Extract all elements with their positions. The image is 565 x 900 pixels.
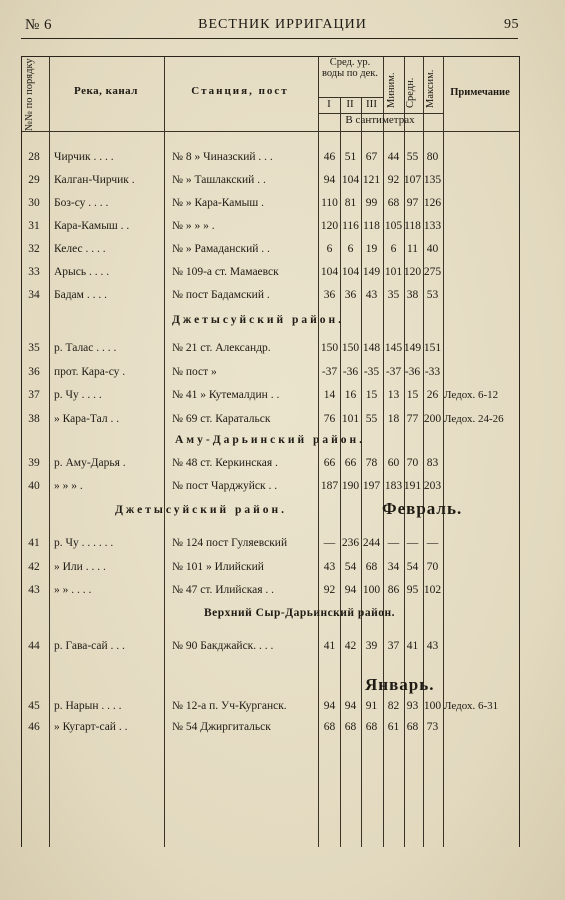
level-value: 94 (323, 700, 336, 712)
row-number: 28 (28, 151, 40, 163)
row-number: 45 (28, 700, 40, 712)
level-value: -33 (424, 365, 441, 378)
row-number: 29 (28, 174, 40, 186)
level-value: — (406, 537, 419, 549)
journal-title: ВЕСТНИК ИРРИГАЦИИ (198, 17, 367, 32)
level-value: 97 (406, 197, 419, 209)
level-value: 94 (323, 174, 336, 186)
row-number: 46 (28, 721, 40, 733)
river-name: Бадам . . . . (54, 289, 107, 301)
river-name: р. Талас . . . . (54, 342, 117, 354)
level-value: -36 (404, 365, 421, 378)
row-number: 43 (28, 584, 40, 596)
level-value: 104 (341, 266, 360, 278)
level-value: — (387, 537, 400, 549)
level-value: 197 (362, 480, 381, 492)
level-value: 55 (365, 412, 378, 425)
level-value: 91 (365, 700, 378, 712)
level-value: 54 (406, 560, 419, 573)
level-value: 43 (323, 560, 336, 573)
river-name: Арысь . . . . (54, 266, 110, 278)
river-name: » Кара-Тал . . (54, 412, 120, 425)
river-name: р. Чу . . . . (54, 389, 102, 401)
station-name: № 48 ст. Керкинская . (172, 457, 278, 469)
col-header-mid: Средн. (405, 77, 416, 108)
row-number: 35 (28, 342, 40, 354)
row-number: 36 (28, 365, 40, 378)
level-value: 150 (341, 342, 360, 354)
level-value: 34 (387, 560, 400, 573)
level-value: 68 (344, 721, 357, 733)
level-value: — (426, 537, 439, 549)
station-name: № 54 Джиргитальск (172, 721, 271, 733)
section-heading: Джетысуйский район. (172, 314, 345, 326)
level-value: 101 (341, 412, 360, 425)
header-rule (21, 38, 518, 39)
level-value: -37 (321, 365, 338, 378)
level-value: 150 (320, 342, 339, 354)
level-value: 190 (341, 480, 360, 492)
level-value: 83 (426, 457, 439, 469)
level-value: 105 (384, 220, 403, 232)
level-value: 39 (365, 640, 378, 652)
level-value: 41 (323, 640, 336, 652)
level-value: 151 (423, 342, 442, 354)
col-divider (443, 57, 444, 847)
level-value: 6 (390, 243, 397, 255)
level-value: 104 (341, 174, 360, 186)
river-name: Келес . . . . (54, 243, 106, 255)
level-value: 95 (406, 584, 419, 596)
level-value: 200 (423, 412, 442, 425)
note-text: Ледох. 6-12 (444, 389, 499, 401)
level-value: 68 (323, 721, 336, 733)
level-value: 76 (323, 412, 336, 425)
river-name: р. Нарын . . . . (54, 700, 122, 712)
level-value: 73 (426, 721, 439, 733)
level-value: 36 (323, 289, 336, 301)
level-value: 66 (344, 457, 357, 469)
section-heading: Аму-Дарьинский район. (175, 434, 365, 446)
row-number: 31 (28, 220, 40, 232)
level-value: 118 (404, 220, 421, 232)
level-value: 36 (344, 289, 357, 301)
col-header-dec2: II (346, 98, 354, 110)
level-value: 67 (365, 151, 378, 163)
station-name: № пост Бадамский . (172, 289, 270, 301)
level-value: 92 (387, 174, 400, 186)
river-name: р. Чу . . . . . . (54, 537, 114, 549)
col-header-river: Река, канал (74, 85, 138, 97)
station-name: № » » » . (172, 220, 215, 232)
level-value: 13 (387, 389, 400, 401)
station-name: № пост Чарджуйск . . (172, 480, 278, 492)
level-value: 120 (320, 220, 339, 232)
row-number: 40 (28, 480, 40, 492)
level-value: 15 (406, 389, 419, 401)
level-value: 61 (387, 721, 400, 733)
level-value: 80 (426, 151, 439, 163)
col-divider (164, 57, 165, 847)
station-name: № 41 » Кутемалдин . . (172, 389, 280, 401)
col-header-max: Максим. (425, 69, 436, 108)
level-value: 42 (344, 640, 357, 652)
level-value: 107 (403, 174, 422, 186)
level-value: 187 (320, 480, 339, 492)
level-value: 121 (362, 174, 381, 186)
level-value: 149 (362, 266, 381, 278)
level-value: 19 (365, 243, 378, 255)
river-name: р. Аму-Дарья . (54, 457, 126, 469)
row-number: 44 (28, 640, 40, 652)
level-value: 94 (344, 700, 357, 712)
col-header-avg: Сред. ур. воды по дек. (321, 57, 379, 79)
col-header-station: Станция, пост (191, 85, 289, 97)
level-value: 92 (323, 584, 336, 596)
river-name: прот. Кара-су . (54, 365, 126, 378)
level-value: 183 (384, 480, 403, 492)
level-value: 41 (406, 640, 419, 652)
level-value: 101 (384, 266, 403, 278)
level-value: 43 (426, 640, 439, 652)
level-value: 102 (423, 584, 442, 596)
level-value: 116 (342, 220, 359, 232)
level-value: 6 (347, 243, 354, 255)
level-value: 133 (423, 220, 442, 232)
river-name: Кара-Камыш . . (54, 220, 130, 232)
level-value: 68 (387, 197, 400, 209)
col-divider (49, 57, 50, 847)
row-number: 34 (28, 289, 40, 301)
station-name: № 124 пост Гуляевский (172, 537, 288, 549)
row-number: 33 (28, 266, 40, 278)
station-name: № 101 » Илийский (172, 560, 264, 573)
level-value: 135 (423, 174, 442, 186)
station-name: № » Рамаданский . . (172, 243, 270, 255)
level-value: 244 (362, 537, 381, 549)
level-value: 104 (320, 266, 339, 278)
level-value: -36 (342, 365, 359, 378)
level-value: 35 (387, 289, 400, 301)
level-value: 66 (323, 457, 336, 469)
level-value: 120 (403, 266, 422, 278)
station-name: № 12-а п. Уч-Курганск. (172, 700, 287, 712)
level-value: 77 (406, 412, 419, 425)
level-value: 100 (362, 584, 381, 596)
level-value: 110 (321, 197, 338, 209)
row-number: 32 (28, 243, 40, 255)
page-number: 95 (504, 17, 519, 32)
level-value: 93 (406, 700, 419, 712)
issue-number: № 6 (25, 17, 53, 33)
level-value: 70 (426, 560, 439, 573)
level-value: 148 (362, 342, 381, 354)
level-value: 99 (365, 197, 378, 209)
level-value: 86 (387, 584, 400, 596)
level-value: — (323, 537, 336, 549)
level-value: 118 (363, 220, 380, 232)
level-value: 43 (365, 289, 378, 301)
level-value: 82 (387, 700, 400, 712)
level-value: 145 (384, 342, 403, 354)
row-number: 42 (28, 560, 40, 573)
level-value: 6 (326, 243, 333, 255)
level-value: 68 (365, 721, 378, 733)
level-value: -37 (385, 365, 402, 378)
river-name: р. Гава-сай . . . (54, 640, 125, 652)
level-value: 203 (423, 480, 442, 492)
col-header-note: Примечание (450, 87, 510, 98)
col-header-min: Миним. (386, 72, 397, 108)
note-text: Ледох. 24-26 (444, 412, 504, 425)
level-value: 51 (344, 151, 357, 163)
row-number: 41 (28, 537, 40, 549)
level-value: 81 (344, 197, 357, 209)
station-name: № 8 » Чиназский . . . (172, 151, 273, 163)
month-heading: Январь. (365, 675, 435, 694)
row-number: 38 (28, 412, 40, 425)
level-value: 14 (323, 389, 336, 401)
month-heading: Февраль. (382, 499, 463, 518)
station-name: № » Ташлакский . . (172, 174, 266, 186)
station-name: № 90 Бакджайск. . . . (172, 640, 274, 652)
level-value: 68 (406, 721, 419, 733)
level-value: 54 (344, 560, 357, 573)
level-value: 37 (387, 640, 400, 652)
level-value: -35 (363, 365, 380, 378)
station-name: № 47 ст. Илийская . . (172, 584, 275, 596)
station-name: № 109-а ст. Мамаевск (172, 266, 279, 278)
level-value: 38 (406, 289, 419, 301)
header-bottom-rule (22, 131, 519, 132)
level-value: 236 (341, 537, 360, 549)
station-name: № 69 ст. Каратальск (172, 412, 271, 425)
row-number: 37 (28, 389, 40, 401)
level-value: 70 (406, 457, 419, 469)
level-value: 60 (387, 457, 400, 469)
station-name: № » Кара-Камыш . (172, 197, 265, 209)
station-name: № пост » (172, 365, 217, 378)
level-value: 126 (423, 197, 442, 209)
station-name: № 21 ст. Александр. (172, 342, 271, 354)
river-name: Чирчик . . . . (54, 151, 114, 163)
level-value: 68 (365, 560, 378, 573)
col-header-dec1: I (327, 98, 331, 110)
section-heading: Верхний Сыр-Дарьинский район. (204, 607, 395, 619)
level-value: 191 (403, 480, 422, 492)
river-name: » » » . (54, 480, 83, 492)
col-header-no: №№ по порядку (24, 58, 35, 131)
level-value: 40 (426, 243, 439, 255)
level-value: 15 (365, 389, 378, 401)
row-number: 39 (28, 457, 40, 469)
level-value: 78 (365, 457, 378, 469)
col-header-dec3: III (366, 98, 377, 110)
row-number: 30 (28, 197, 40, 209)
units-label: В сантиметрах (345, 114, 415, 126)
river-name: Боз-су . . . . (54, 197, 109, 209)
level-value: 16 (344, 389, 357, 401)
note-text: Ледох. 6-31 (444, 700, 499, 712)
level-value: 26 (426, 389, 439, 401)
level-value: 44 (387, 151, 400, 163)
level-value: 275 (423, 266, 442, 278)
level-value: 100 (423, 700, 442, 712)
river-name: » Или . . . . (54, 560, 106, 573)
river-name: » » . . . . (54, 584, 92, 596)
level-value: 55 (406, 151, 419, 163)
river-name: Калган-Чирчик . (54, 174, 135, 186)
level-value: 149 (403, 342, 422, 354)
level-value: 46 (323, 151, 336, 163)
section-heading: Джетысуйский район. (115, 504, 288, 516)
level-value: 53 (426, 289, 439, 301)
level-value: 11 (406, 243, 419, 255)
river-name: » Кугарт-сай . . (54, 721, 128, 733)
level-value: 94 (344, 584, 357, 596)
level-value: 18 (387, 412, 400, 425)
